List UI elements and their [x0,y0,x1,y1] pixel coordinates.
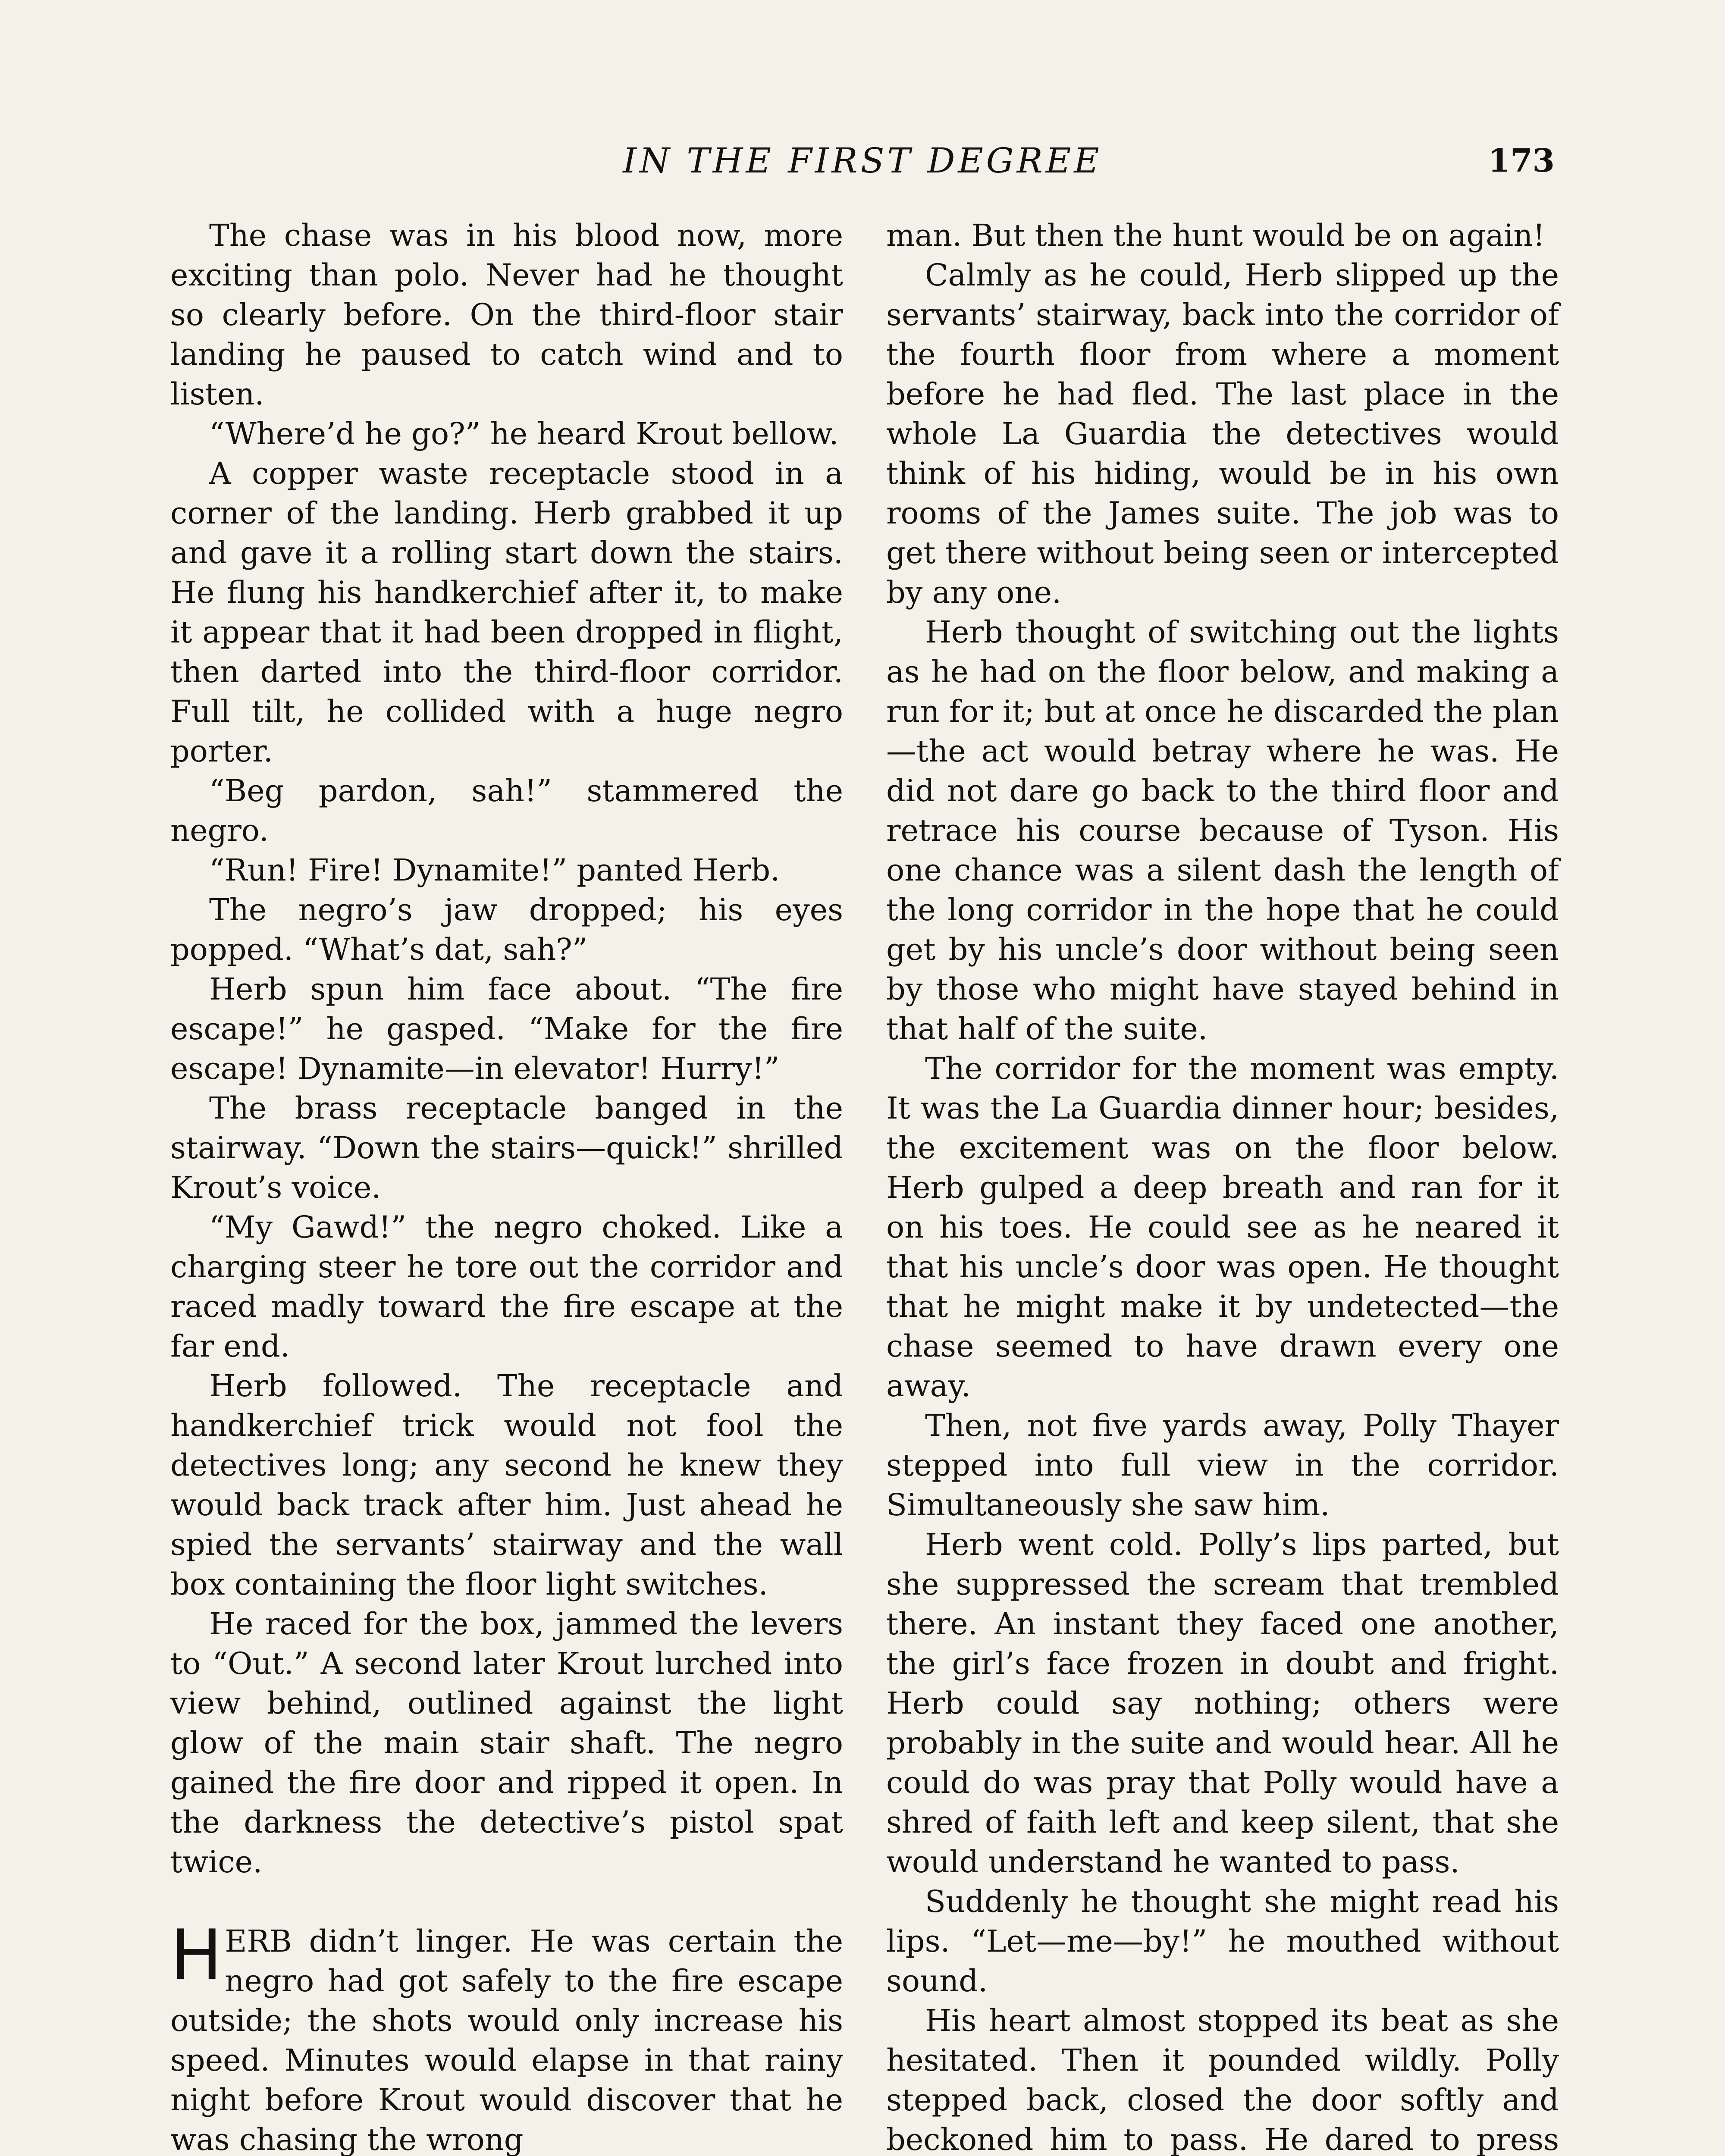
paragraph: “Where’d he go?” he heard Krout bellow. [209,416,839,451]
paragraph: The brass receptacle banged in the stairway. “Down the stairs—quick!” shrilled Krout’s voice. [170,1091,843,1205]
paragraph: Herb went cold. Polly’s lips parted, but she suppressed the scream that trembled there. An instant they faced one another, the girl’s face frozen in doubt and fright. Herb could say nothing; others were probably in the suite and would hear. All he could do was pray that Polly would have a shred of faith left and keep silent, that she would understand he wanted to pass. [886,1527,1559,1880]
paragraph: He raced for the box, jammed the levers to “Out.” A second later Krout lurched into view behind, outlined against the light glow of the main stair shaft. The negro gained the fire door and ripped it open. In the darkness the detective’s pistol spat twice. [170,1606,843,1880]
paragraph: The chase was in his blood now, more exciting than polo. Never had he thought so clearly before. On the third-floor stair landing he paused to catch wind and to listen. [170,218,843,412]
paragraph: The corridor for the moment was empty. It was the La Guardia dinner hour; besides, the excitement was on the floor below. Herb gulped a deep breath and ran for it on his toes. He could see as he neared it that his uncle’s door was open. He thought that he might make it by undetected—the chase seemed to have drawn every one away. [886,1051,1559,1404]
page-number: 173 [1488,142,1555,179]
paragraph: A copper waste receptacle stood in a corner of the landing. Herb grabbed it up and gave it a rolling start down the stairs. He flung his handkerchief after it, to make it appear that it had been dropped in flight, then darted into the third-floor corridor. Full tilt, he collided with a huge negro porter. [170,456,843,769]
paragraph: Herb spun him face about. “The fire escape!” he gasped. “Make for the fire escape! Dynamite—in elevator! Hurry!” [170,971,843,1086]
continued-paragraph: man. But then the hunt would be on again! [886,218,1545,253]
paragraph: Herb thought of switching out the lights as he had on the floor below, and making a run for it; but at once he discarded the plan—the act would betray where he was. He did not dare go back to the third floor and retrace his course because of Tyson. His one chance was a silent dash the length of the long corridor in the hope that he could get by his uncle’s door without being seen by those who might have stayed behind in that half of the suite. [886,614,1559,1047]
paragraph: “Run! Fire! Dynamite!” panted Herb. [209,852,780,888]
paragraph: Then, not five yards away, Polly Thayer stepped into full view in the corridor. Simultaneously she saw him. [886,1408,1559,1523]
paragraph: Calmly as he could, Herb slipped up the servants’ stairway, back into the corridor of the fourth floor from where a moment before he had fled. The last place in the whole La Guardia the detectives would think of his hiding, would be in his own rooms of the James suite. The job was to get there without being seen or intercepted by any one. [886,257,1559,610]
paragraph: The negro’s jaw dropped; his eyes popped. “What’s dat, sah?” [170,892,843,967]
paragraph: His heart almost stopped its beat as she hesitated. Then it pounded wildly. Polly stepped back, closed the door softly and beckoned him to pass. He dared to press [886,2003,1559,2156]
running-header [170,137,1555,185]
section-start-paragraph [170,1915,843,2156]
paragraph: Herb followed. The receptacle and handkerchief trick would not fool the detectives long; any second he knew they would back track after him. Just ahead he spied the servants’ stairway and the wall box containing the floor light switches. [170,1368,843,1602]
paragraph: “My Gawd!” the negro choked. Like a charging steer he tore out the corridor and raced madly toward the fire escape at the far end. [170,1210,843,1364]
paragraph: Suddenly he thought she might read his lips. “Let—me—by!” he mouthed without sound. [886,1884,1559,1999]
left-column [170,216,843,2156]
paragraph: “Beg pardon, sah!” stammered the negro. [170,773,843,848]
running-title: IN THE FIRST DEGREE [623,141,1102,181]
drop-cap: H [170,1915,223,1995]
right-column [886,216,1559,2156]
section-text: ERB didn’t linger. He was certain the negro had got safely to the fire escape outside; the shots would only increase his speed. Minutes would elapse in that rainy night before Krout would discover that he was chasing the wrong [170,1924,843,2156]
